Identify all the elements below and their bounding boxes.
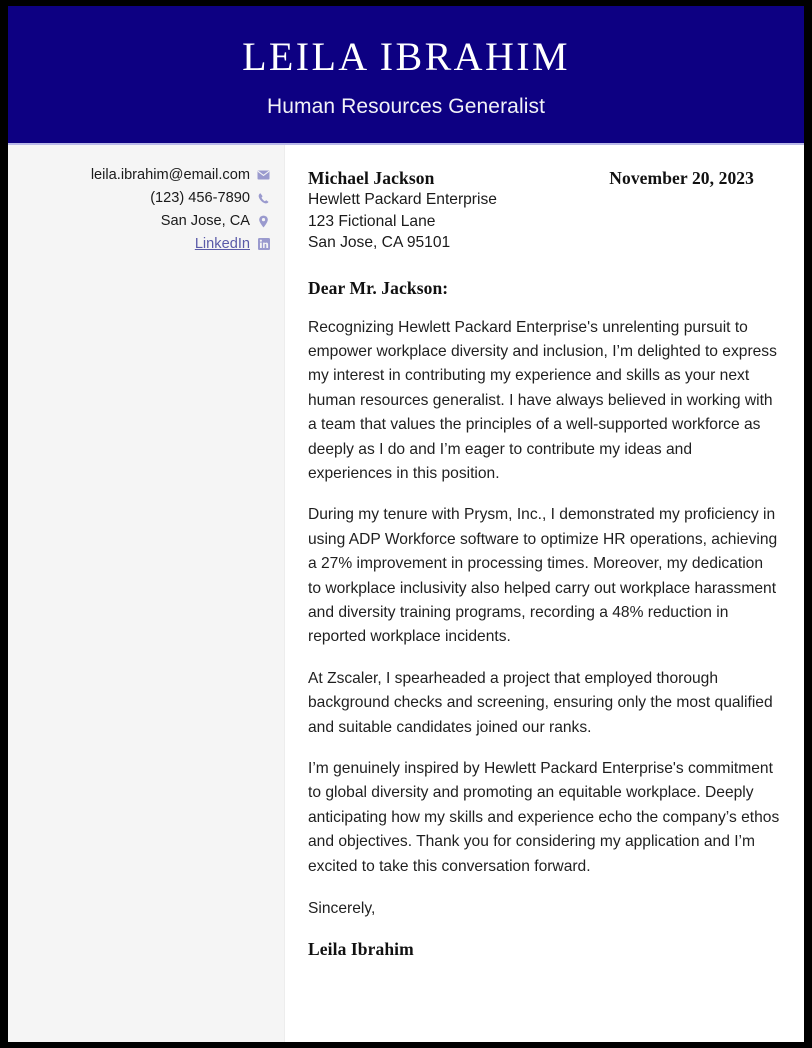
body-paragraph-4: I’m genuinely inspired by Hewlett Packard Enterprise's commitment to global diversity and promoting an equitable workplace. Deeply anticipating how my skills and experience echo the company’s ethos and objectives. Thank you for considering my application and I’m excited to take this conversation forward. bbox=[308, 760, 780, 875]
contact-item-phone bbox=[20, 187, 270, 209]
letter-header bbox=[8, 6, 804, 143]
linkedin-link[interactable]: LinkedIn bbox=[194, 236, 250, 252]
envelope-icon bbox=[257, 168, 270, 182]
recipient-name: Michael Jackson bbox=[308, 168, 435, 188]
contact-phone-text: (123) 456-7890 bbox=[150, 190, 250, 206]
body-paragraph-3: At Zscaler, I spearheaded a project that employed thorough background checks and screening, ensuring only the most qualified and suitable candidates joined our ranks. bbox=[308, 669, 773, 736]
letter-date: November 20, 2023 bbox=[609, 168, 754, 188]
sidebar-divider bbox=[284, 145, 285, 1042]
contact-location-text: San Jose, CA bbox=[160, 213, 250, 229]
map-pin-icon bbox=[257, 214, 270, 228]
recipient-city-state-zip: San Jose, CA 95101 bbox=[308, 234, 451, 251]
signature-name: Leila Ibrahim bbox=[308, 939, 414, 960]
recipient-street: 123 Fictional Lane bbox=[308, 212, 436, 230]
recipient-block bbox=[308, 168, 786, 254]
contact-item-location bbox=[20, 210, 270, 232]
salutation: Dear Mr. Jackson: bbox=[308, 277, 449, 298]
contact-email-text: leila.ibrahim@email.com bbox=[90, 167, 250, 183]
contact-sidebar bbox=[8, 145, 284, 1042]
job-title: Human Resources Generalist bbox=[266, 94, 546, 118]
contact-list bbox=[20, 164, 270, 256]
linkedin-icon[interactable] bbox=[257, 237, 270, 251]
page-title: LEILA IBRAHIM bbox=[242, 33, 570, 79]
recipient-company: Hewlett Packard Enterprise bbox=[308, 191, 497, 208]
contact-item-linkedin[interactable] bbox=[20, 233, 270, 255]
phone-icon bbox=[257, 191, 270, 205]
contact-item-email bbox=[20, 164, 270, 186]
body-paragraph-2: During my tenure with Prysm, Inc., I demonstrated my proficiency in using ADP Workforce software to optimize HR operations, achieving a 27% improvement in processing times. Moreover, my dedication to workplace inclusivity also helped carry out workplace harassment and diversity training programs, recording a 48% reduction in reported workplace incidents. bbox=[308, 506, 778, 646]
closing-salutation: Sincerely, bbox=[308, 900, 376, 918]
letter-body bbox=[8, 145, 804, 1042]
letter-content bbox=[308, 145, 786, 1042]
body-paragraph-1: Recognizing Hewlett Packard Enterprise's unrelenting pursuit to empower workplace diversity and inclusion, I’m delighted to express my interest in contributing my experience and skills as your next human resources generalist. I have always believed in working with a team that values the principles of a well-supported workforce as deeply as I do and I’m eager to contribute my ideas and experiences in this position. bbox=[308, 318, 777, 482]
cover-letter-page bbox=[8, 6, 804, 1042]
